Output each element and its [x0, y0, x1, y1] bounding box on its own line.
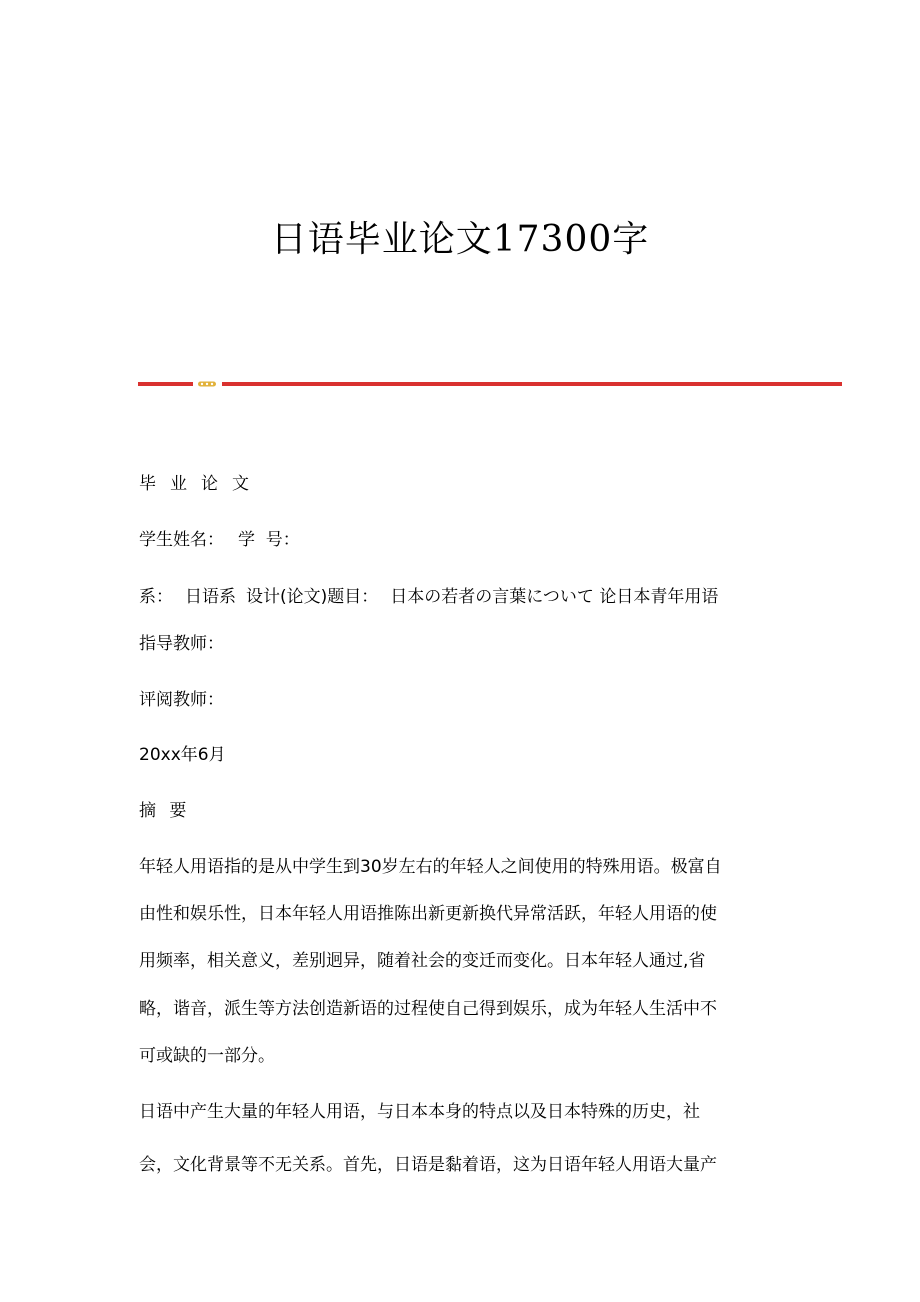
department-topic-line: [139, 585, 718, 609]
department-value: 日语系: [185, 587, 236, 607]
thesis-label: 毕业论文: [139, 474, 263, 494]
reviewer-label: 评阅教师：: [139, 690, 224, 710]
title-divider: [138, 378, 842, 390]
abstract-line: 会，文化背景等不无关系。首先，日语是黏着语，这为日语年轻人用语大量产: [139, 1155, 717, 1175]
topic-value: 日本の若者の言葉について 论日本青年用语: [390, 587, 719, 607]
advisor-label: 指导教师：: [139, 634, 224, 654]
abstract-line: 用频率，相关意义，差别迥异，随着社会的变迁而变化。日本年轻人通过,省: [139, 951, 706, 971]
divider-right-segment: [222, 382, 842, 386]
student-id-label: 学 号：: [238, 530, 300, 550]
topic-label: 设计(论文)题目：: [246, 587, 379, 607]
abstract-line: 由性和娱乐性，日本年轻人用语推陈出新更新换代异常活跃，年轻人用语的使: [139, 904, 717, 924]
document-title: 日语毕业论文17300字: [270, 219, 650, 260]
student-name-label: 学生姓名：: [139, 530, 224, 550]
abstract-line: 略，谐音，派生等方法创造新语的过程使自己得到娱乐，成为年轻人生活中不: [139, 999, 717, 1019]
abstract-line: 日语中产生大量的年轻人用语，与日本本身的特点以及日本特殊的历史，社: [139, 1102, 700, 1122]
date: 20xx年6月: [139, 745, 226, 765]
divider-left-segment: [138, 382, 193, 386]
abstract-line: 年轻人用语指的是从中学生到30岁左右的年轻人之间使用的特殊用语。极富自: [139, 857, 722, 877]
ornament-icon: [197, 380, 217, 388]
department-label: 系：: [139, 587, 173, 607]
abstract-line: 可或缺的一部分。: [139, 1046, 275, 1066]
abstract-heading: 摘 要: [139, 801, 191, 821]
student-info-line: [139, 528, 300, 552]
